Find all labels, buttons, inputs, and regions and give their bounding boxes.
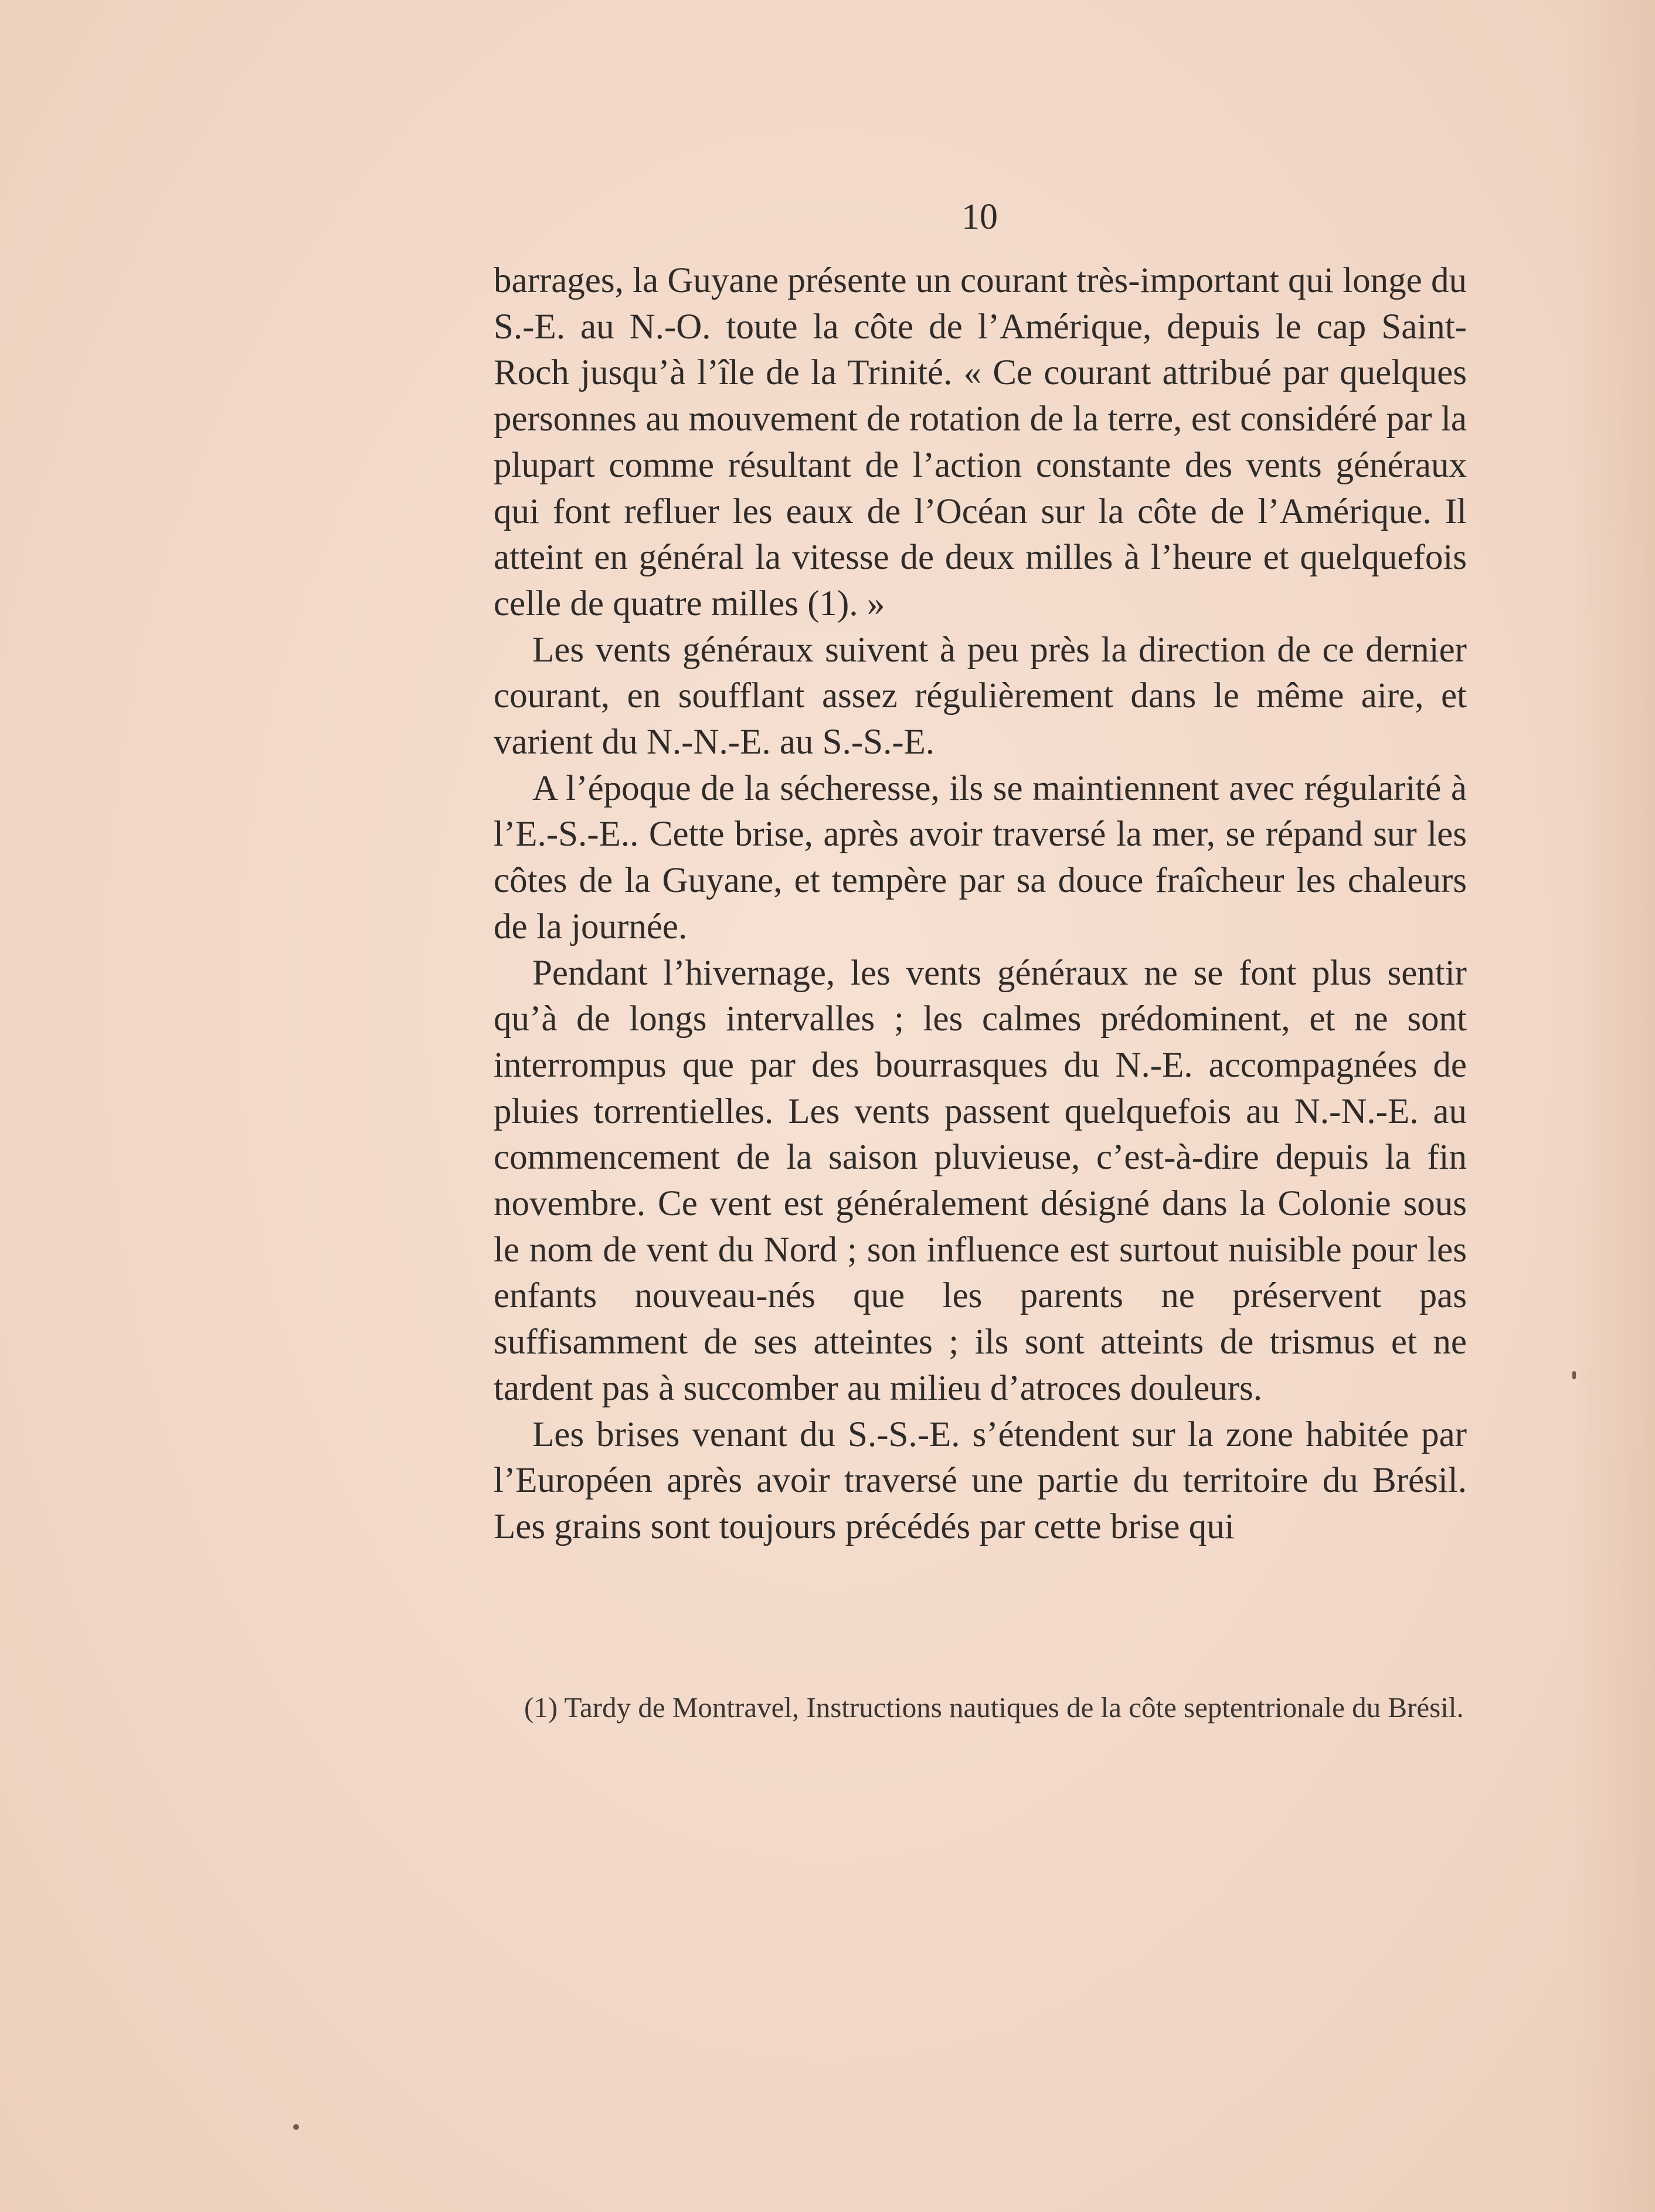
page-edge-shading xyxy=(1573,0,1655,2212)
paragraph: Les vents généraux suivent à peu près la direction de ce dernier courant, en soufflant assez régulièrement dans le même aire, et varient du N.-N.-E. au S.-S.-E. xyxy=(494,630,1467,762)
paragraph: A l’époque de la sécheresse, ils se maintiennent avec régularité à l’E.-S.-E.. Cette brise, après avoir traversé la mer, se répand sur les côtes de la Guyane, et tempère par sa douce fraîcheur les chaleurs de la journée. xyxy=(494,768,1467,946)
page-number: 10 xyxy=(961,197,998,237)
paper-speck xyxy=(293,2124,299,2130)
paper-speck xyxy=(1572,1371,1576,1379)
paragraph-continued: barrages, la Guyane présente un courant très-important qui longe du S.-E. au N.-O. toute la côte de l’Amérique, depuis le cap Saint-Roch jusqu’à l’île de la Trinité. « Ce courant attribué par quelques personnes au mouvement de rotation de la terre, est considéré par la plupart comme résultant de l’action constante des vents généraux qui font refluer les eaux de l’Océan sur la côte de l’Amérique. Il atteint en général la vitesse de deux milles à l’heure et quelquefois celle de quatre milles (1). » xyxy=(494,261,1467,623)
paragraph: Les brises venant du S.-S.-E. s’étendent sur la zone habitée par l’Européen après avoir traversé une partie du territoire du Brésil. Les grains sont toujours précédés par cette brise qui xyxy=(494,1414,1467,1546)
body-text xyxy=(494,258,1467,1551)
paragraph: Pendant l’hivernage, les vents généraux ne se font plus sentir qu’à de longs intervalles ; les calmes prédominent, et ne sont interrompus que par des bourrasques du N.-E. accompagnées de pluies torrentielles. Les vents passent quelquefois au N.-N.-E. au commencement de la saison pluvieuse, c’est-à-dire depuis la fin novembre. Ce vent est généralement désigné dans la Colonie sous le nom de vent du Nord ; son influence est surtout nuisible pour les enfants nouveau-nés que les parents ne préservent pas suffisamment de ses atteintes ; ils sont atteints de trismus et ne tardent pas à succomber au milieu d’atroces douleurs. xyxy=(494,953,1467,1408)
footnote xyxy=(494,1689,1467,1726)
footnote-text: (1) Tardy de Montravel, Instructions nautiques de la côte septentrionale du Brésil. xyxy=(524,1691,1464,1724)
